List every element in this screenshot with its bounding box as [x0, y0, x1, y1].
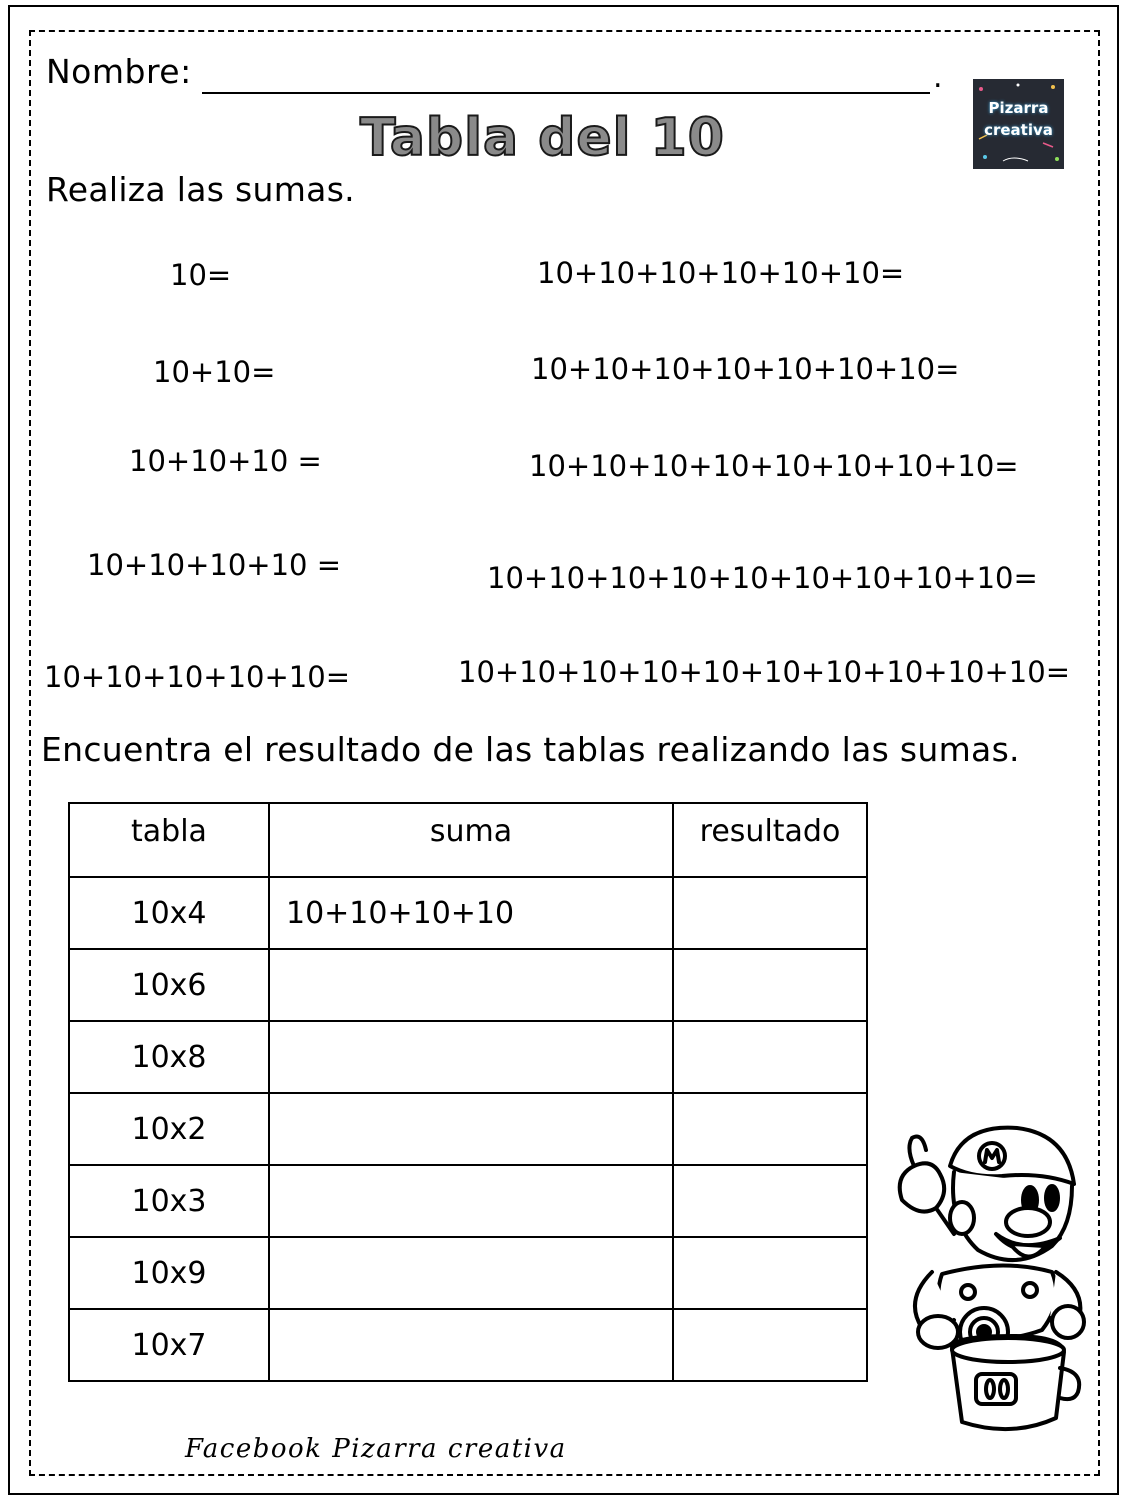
resultado-cell[interactable]	[673, 1237, 867, 1309]
exercise-left-3: 10+10+10 =	[129, 444, 322, 478]
suma-text	[270, 1256, 286, 1291]
exercise-left-2: 10+10=	[153, 355, 276, 389]
exercise-right-2: 10+10+10+10+10+10+10=	[531, 352, 960, 386]
table-header-row	[69, 803, 867, 877]
resultado-cell[interactable]	[673, 1309, 867, 1381]
tabla-cell: 10x4	[69, 877, 269, 949]
exercise-left-5: 10+10+10+10+10=	[44, 660, 351, 694]
suma-text	[270, 968, 286, 1003]
mario-illustration	[892, 1122, 1092, 1442]
exercise-left-1: 10=	[170, 258, 232, 292]
table-row	[69, 1021, 867, 1093]
table-row	[69, 949, 867, 1021]
header-resultado: resultado	[673, 803, 867, 877]
tabla-cell: 10x9	[69, 1237, 269, 1309]
tabla-cell: 10x3	[69, 1165, 269, 1237]
suma-cell[interactable]	[269, 1237, 673, 1309]
resultado-cell[interactable]	[673, 949, 867, 1021]
tabla-cell: 10x2	[69, 1093, 269, 1165]
name-answer-line	[202, 92, 930, 94]
resultado-cell[interactable]	[673, 1165, 867, 1237]
table-row	[69, 877, 867, 949]
suma-text	[270, 1328, 286, 1363]
instruction-sums: Realiza las sumas.	[46, 170, 355, 209]
suma-cell[interactable]	[269, 1021, 673, 1093]
resultado-cell[interactable]	[673, 1021, 867, 1093]
name-end-dot: .	[933, 60, 943, 95]
exercise-left-4: 10+10+10+10 =	[87, 548, 342, 582]
pizarra-creativa-logo	[973, 79, 1064, 169]
multiplication-table	[68, 802, 868, 1382]
tabla-cell: 10x6	[69, 949, 269, 1021]
instruction-table: Encuentra el resultado de las tablas realizando las sumas.	[41, 730, 1020, 769]
exercise-right-4: 10+10+10+10+10+10+10+10+10=	[487, 561, 1038, 595]
suma-cell[interactable]	[269, 877, 673, 949]
logo-text-line1: Pizarra	[988, 99, 1049, 117]
suma-cell[interactable]	[269, 1309, 673, 1381]
logo-text-line2: creativa	[984, 121, 1053, 139]
table-row	[69, 1165, 867, 1237]
table-row	[69, 1309, 867, 1381]
suma-text	[270, 1112, 286, 1147]
header-tabla: tabla	[69, 803, 269, 877]
resultado-cell[interactable]	[673, 877, 867, 949]
footer-credit: Facebook Pizarra creativa	[185, 1434, 567, 1464]
tabla-cell: 10x7	[69, 1309, 269, 1381]
table-row	[69, 1237, 867, 1309]
suma-text	[270, 1040, 286, 1075]
exercise-right-5: 10+10+10+10+10+10+10+10+10+10=	[458, 655, 1071, 689]
exercise-right-1: 10+10+10+10+10+10=	[537, 256, 905, 290]
table-row	[69, 1093, 867, 1165]
suma-text: 10+10+10+10	[286, 895, 515, 931]
tabla-cell: 10x8	[69, 1021, 269, 1093]
suma-cell[interactable]	[269, 949, 673, 1021]
name-label: Nombre:	[46, 52, 192, 91]
page-title: Tabla del 10	[360, 108, 725, 168]
suma-text	[270, 1184, 286, 1219]
suma-cell[interactable]	[269, 1093, 673, 1165]
exercise-right-3: 10+10+10+10+10+10+10+10=	[529, 449, 1019, 483]
suma-cell[interactable]	[269, 1165, 673, 1237]
resultado-cell[interactable]	[673, 1093, 867, 1165]
header-suma: suma	[269, 803, 673, 877]
